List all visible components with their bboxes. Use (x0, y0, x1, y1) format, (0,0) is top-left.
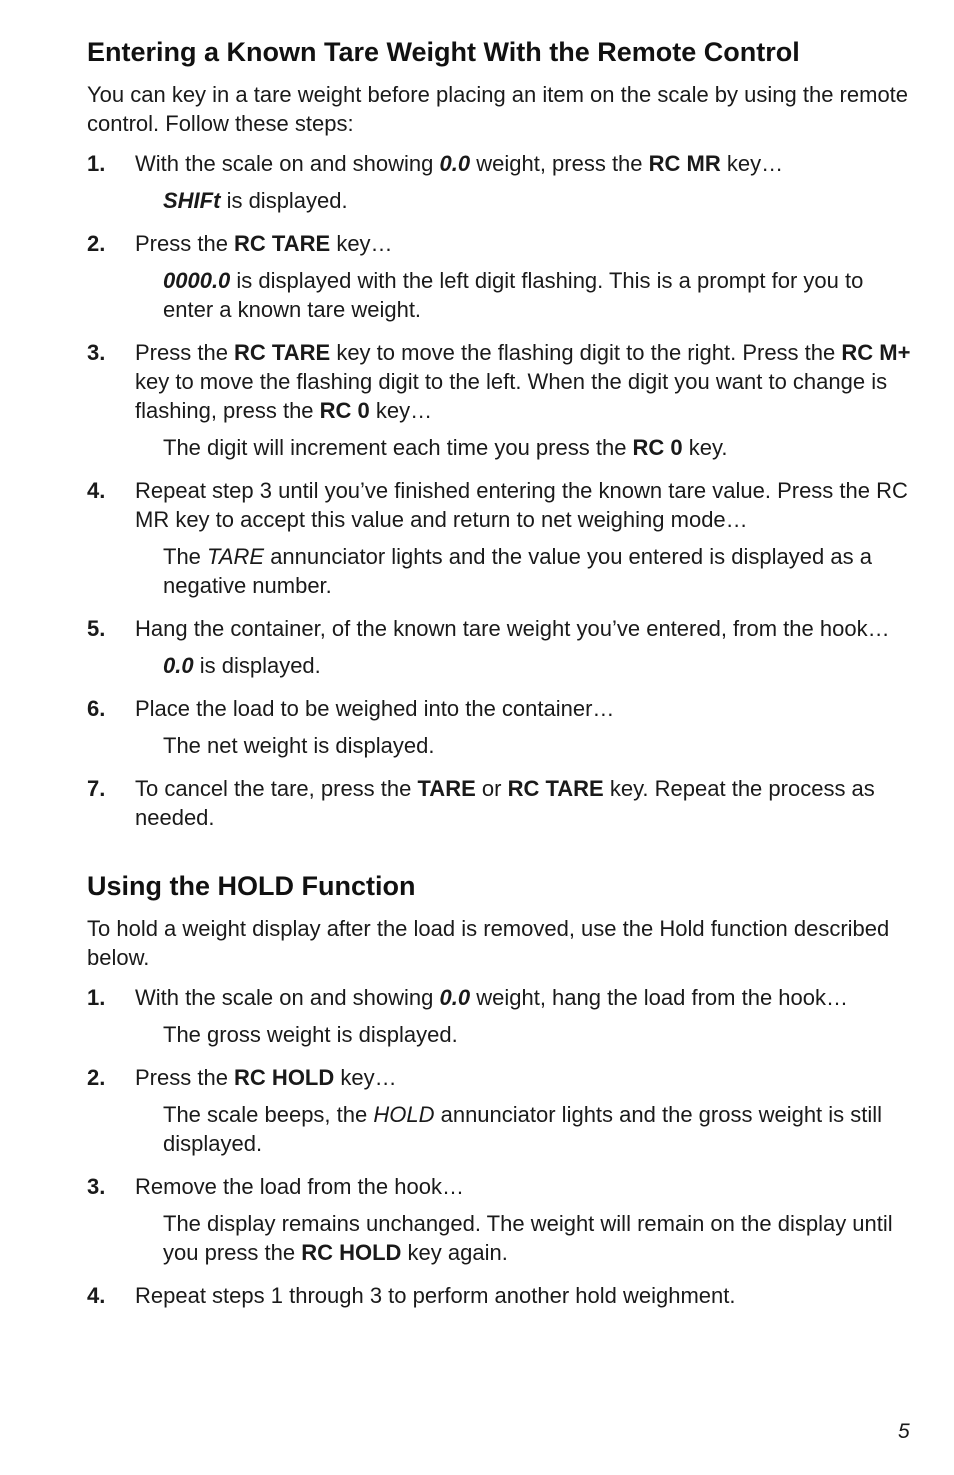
key-name: RC 0 (319, 398, 370, 423)
hold-step-1 (87, 983, 917, 1012)
step-number: 6. (87, 696, 106, 721)
step-text: Repeat step 3 until you’ve finished entering the known tare value. Press the RC MR key to accept this value and return to net weighing mode… (135, 478, 908, 532)
key-name: TARE (417, 776, 476, 801)
section-intro-hold: To hold a weight display after the load is removed, use the Hold function described below. (87, 916, 890, 970)
key-name: RC 0 (632, 435, 683, 460)
step-number: 1. (87, 985, 106, 1010)
step-number: 4. (87, 478, 106, 503)
tare-step-4 (87, 476, 917, 534)
step-text: Repeat steps 1 through 3 to perform another hold weighment. (135, 1283, 736, 1308)
section-title-tare: Entering a Known Tare Weight With the Remote Control (87, 37, 800, 67)
step-number: 4. (87, 1283, 106, 1308)
step-text: With the scale on and showing 0.0 weight, press the RC MR key… (135, 151, 784, 176)
step-number: 1. (87, 151, 106, 176)
step-text: With the scale on and showing 0.0 weight, hang the load from the hook… (135, 985, 849, 1010)
step-number: 5. (87, 616, 106, 641)
step-number: 2. (87, 1065, 106, 1090)
step-result: The TARE annunciator lights and the value you entered is displayed as a negative number. (163, 544, 872, 598)
key-name: RC HOLD (301, 1240, 402, 1265)
step-text: Press the RC TARE key… (135, 231, 393, 256)
page-number: 5 (898, 1420, 910, 1443)
tare-step-7 (87, 774, 917, 832)
step-result: The digit will increment each time you press the RC 0 key. (163, 435, 728, 460)
step-text: Press the RC TARE key to move the flashing digit to the right. Press the RC M+ key to move the flashing digit to the left. When the digit you want to change is flashing, press the RC 0 key… (135, 340, 911, 423)
annunciator-name: TARE (207, 544, 265, 569)
section-title-hold: Using the HOLD Function (87, 871, 416, 901)
key-name: RC TARE (234, 231, 331, 256)
step-number: 3. (87, 340, 106, 365)
section-intro-tare: You can key in a tare weight before placing an item on the scale by using the remote control. Follow these steps: (87, 82, 909, 136)
step-result: The display remains unchanged. The weight will remain on the display until you press the RC HOLD key again. (163, 1211, 893, 1265)
key-name: RC MR (648, 151, 721, 176)
display-value: 0.0 (163, 653, 194, 678)
display-value: SHIFt (163, 188, 221, 213)
step-text: To cancel the tare, press the TARE or RC TARE key. Repeat the process as needed. (135, 776, 875, 830)
tare-step-6 (87, 694, 917, 723)
page-content (87, 32, 917, 1318)
display-value: 0000.0 (163, 268, 231, 293)
display-value: 0.0 (439, 151, 471, 176)
key-name: RC TARE (507, 776, 604, 801)
key-name: RC M+ (841, 340, 911, 365)
tare-step-5 (87, 614, 917, 643)
hold-step-4 (87, 1281, 917, 1310)
hold-step-2 (87, 1063, 917, 1092)
step-text: Press the RC HOLD key… (135, 1065, 397, 1090)
hold-step-3 (87, 1172, 917, 1201)
step-text: Remove the load from the hook… (135, 1174, 464, 1199)
step-number: 7. (87, 776, 106, 801)
step-text: Hang the container, of the known tare weight you’ve entered, from the hook… (135, 616, 890, 641)
step-result: The gross weight is displayed. (163, 1022, 458, 1047)
step-text: Place the load to be weighed into the container… (135, 696, 615, 721)
step-result: 0.0 is displayed. (163, 653, 321, 678)
key-name: RC TARE (234, 340, 331, 365)
tare-step-1 (87, 149, 917, 178)
step-result: SHIFt is displayed. (163, 188, 348, 213)
tare-step-2 (87, 229, 917, 258)
annunciator-name: HOLD (373, 1102, 435, 1127)
step-result: 0000.0 is displayed with the left digit flashing. This is a prompt for you to enter a known tare weight. (163, 268, 864, 322)
step-result: The net weight is displayed. (163, 733, 435, 758)
key-name: RC HOLD (234, 1065, 335, 1090)
display-value: 0.0 (439, 985, 471, 1010)
step-number: 2. (87, 231, 106, 256)
step-result: The scale beeps, the HOLD annunciator lights and the gross weight is still displayed. (163, 1102, 883, 1156)
step-number: 3. (87, 1174, 106, 1199)
tare-step-3 (87, 338, 917, 425)
